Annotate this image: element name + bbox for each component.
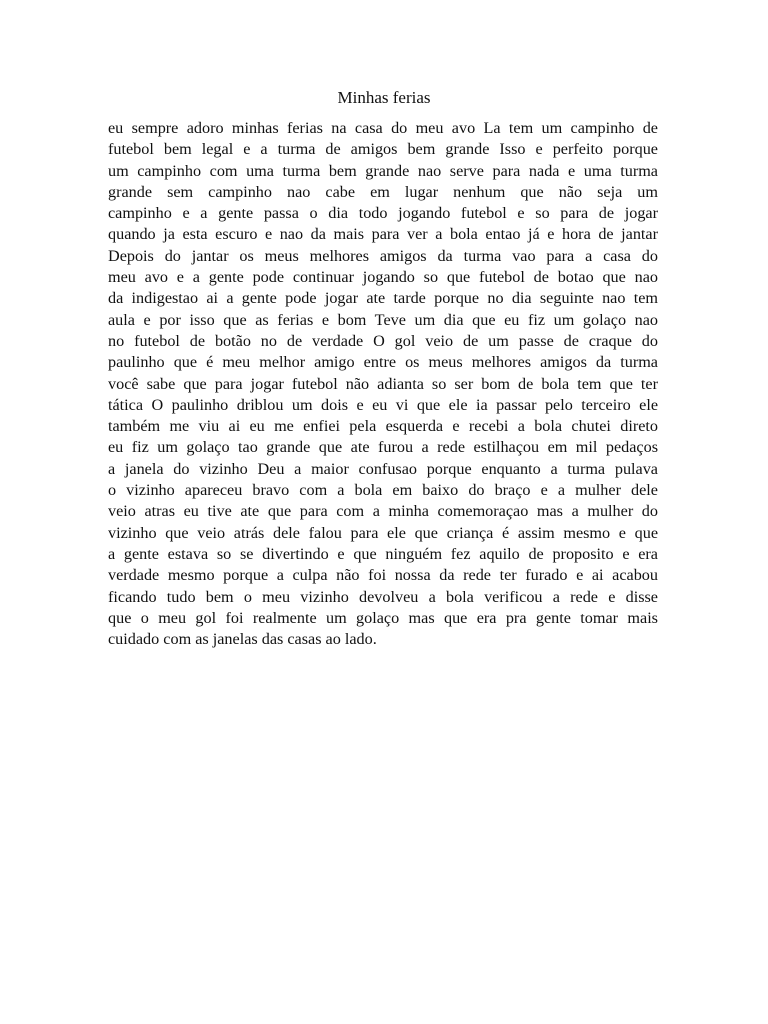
body-line: veio atras eu tive ate que para com a minha comemoraçao mas a mulher do: [108, 502, 658, 521]
body-line: aula e por isso que as ferias e bom Teve um dia que eu fiz um golaço nao: [108, 310, 658, 329]
body-line-last: cuidado com as janelas das casas ao lado.: [108, 630, 377, 649]
body-line: no futebol de botão no de verdade O gol veio de um passe de craque do: [108, 331, 658, 350]
body-line: um campinho com uma turma bem grande nao serve para nada e uma turma: [108, 161, 658, 180]
body-line: você sabe que para jogar futebol não adianta so ser bom de bola tem que ter: [108, 374, 658, 393]
body-line: a gente estava so se divertindo e que ninguém fez aquilo de proposito e era: [108, 544, 658, 563]
body-line: Depois do jantar os meus melhores amigos da turma vao para a casa do: [108, 246, 658, 265]
body-line: ficando tudo bem o meu vizinho devolveu a bola verificou a rede e disse: [108, 587, 658, 606]
body-line: futebol bem legal e a turma de amigos bem grande Isso e perfeito porque: [108, 140, 658, 159]
body-line: meu avo e a gente pode continuar jogando so que futebol de botao que nao: [108, 268, 658, 287]
body-line: da indigestao ai a gente pode jogar ate tarde porque no dia seguinte nao tem: [108, 289, 658, 308]
body-line: paulinho que é meu melhor amigo entre os meus melhores amigos da turma: [108, 353, 658, 372]
body-line: eu fiz um golaço tao grande que ate furou a rede estilhaçou em mil pedaços: [108, 438, 658, 457]
body-line: grande sem campinho nao cabe em lugar nenhum que não seja um: [108, 182, 658, 201]
body-line: tática O paulinho driblou um dois e eu vi que ele ia passar pelo terceiro ele: [108, 395, 658, 414]
body-line: que o meu gol foi realmente um golaço mas que era pra gente tomar mais: [108, 608, 658, 627]
document-body: [108, 118, 658, 650]
body-line: quando ja esta escuro e nao da mais para ver a bola entao já e hora de jantar: [108, 225, 658, 244]
body-line: vizinho que veio atrás dele falou para ele que criança é assim mesmo e que: [108, 523, 658, 542]
body-line: eu sempre adoro minhas ferias na casa do meu avo La tem um campinho de: [108, 119, 658, 137]
document-title: Minhas ferias: [337, 88, 431, 107]
body-line: o vizinho apareceu bravo com a bola em baixo do braço e a mulher dele: [108, 481, 658, 500]
body-line: também me viu ai eu me enfiei pela esquerda e recebi a bola chutei direto: [108, 417, 658, 436]
body-line: verdade mesmo porque a culpa não foi nossa da rede ter furado e ai acabou: [108, 566, 658, 585]
body-line: campinho e a gente passa o dia todo jogando futebol e so para de jogar: [108, 204, 658, 223]
body-line: a janela do vizinho Deu a maior confusao porque enquanto a turma pulava: [108, 459, 658, 478]
